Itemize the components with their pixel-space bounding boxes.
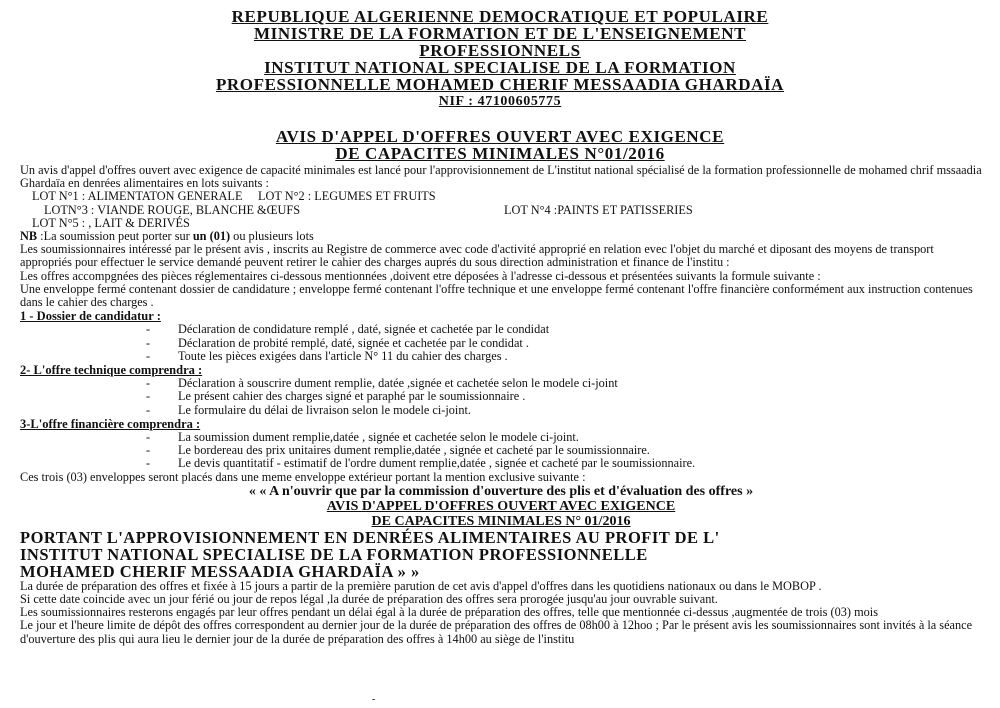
header-republic: REPUBLIQUE ALGERIENNE DEMOCRATIQUE ET POPULAIRE — [231, 7, 769, 26]
section1-list — [20, 323, 982, 363]
paragraph-outer-envelope: Ces trois (03) enveloppes seront placés dans une meme enveloppe extérieur portant la mention exclusive suivante : — [20, 469, 586, 484]
list-item: - La soumission dument remplie,datée , signée et cachetée selon le modele ci-joint. — [146, 430, 579, 445]
header-nif: NIF : 47100605775 — [438, 94, 562, 109]
lot-2: LOT N°2 : LEGUMES ET FRUITS — [258, 189, 436, 204]
page-mark: - — [372, 694, 376, 705]
notice-title — [20, 128, 980, 162]
header-institute-cont: PROFESSIONNELLE MOHAMED CHERIF MESSAADIA GHARDAÏA — [215, 75, 785, 94]
closing-deadline: Le jour et l'heure limite de dépôt des offres correspondent au dernier jour de la durée de préparation des offres de 08h00 à 12hoo ; Par le présent avis les soumissionnaires sont invités à la séance d'ouverture des plis qui aura lieu le dernier jour de la durée de préparation des offres à 14h00 au siège de l'institu — [20, 618, 973, 646]
section3-title: 3-L'offre financière comprendra : — [20, 416, 201, 431]
envelope-mention — [20, 484, 982, 529]
closing-duration: La durée de préparation des offres et fixée à 15 jours a partir de la première parution de cet avis d'appel d'offres dans les quotidiens nationaux ou dans le MOBOP . — [20, 578, 822, 593]
section2-title: 2- L'offre technique comprendra : — [20, 363, 203, 378]
portant-block — [20, 529, 982, 580]
mention-line3: DE CAPACITES MINIMALES N° 01/2016 — [371, 513, 631, 529]
section3-list — [20, 431, 982, 471]
nb-text-a: :La soumission peut porter sur — [37, 229, 193, 244]
list-item: - Le devis quantitatif - estimatif de l'ordre dument remplie,datée , signée et cacheté par le soumissionnaire. — [146, 456, 696, 471]
list-item: - Toute les pièces exigées dans l'article N° 11 du cahier des charges . — [146, 348, 508, 363]
closing-validity: Les soumissionnaires resterons engagés par leur offres pendant un délai égal à la durée de préparation des offres, telle que mentionnée ci-dessus ,augmentée de trois (03) mois — [20, 605, 878, 620]
nb-text-b: ou plusieurs lots — [230, 229, 314, 244]
notice-title-line2: DE CAPACITES MINIMALES N°01/2016 — [335, 144, 665, 163]
portant-line2: INSTITUT NATIONAL SPECIALISE DE LA FORMATION PROFESSIONNELLE — [20, 544, 648, 564]
header-institute: INSTITUT NATIONAL SPECIALISE DE LA FORMATION — [264, 58, 736, 77]
nb-label: NB — [20, 229, 38, 244]
notice-title-line1: AVIS D'APPEL D'OFFRES OUVERT AVEC EXIGENCE — [275, 127, 725, 146]
portant-line3: MOHAMED CHERIF MESSAADIA GHARDAÏA » » — [20, 561, 420, 581]
section1-title: 1 - Dossier de candidatur : — [20, 309, 161, 324]
section2-list — [20, 377, 982, 417]
header-ministry-cont: PROFESSIONNELS — [419, 41, 581, 60]
lot-4: LOT N°4 :PAINTS ET PATISSERIES — [504, 202, 693, 217]
intro-paragraph: Un avis d'appel d'offres ouvert avec exigence de capacité minimales est lancé pour l'approvisionnement de L'institut national spécialisé de la formation professionnelle de mohamed chrif mssaadia Ghardaïa en denrées alimentaires en lots suivants : — [20, 163, 982, 191]
paragraph-envelopes: Une enveloppe fermé contenant dossier de candidature ; enveloppe fermé contenant l'offre technique et une enveloppe fermé contenant l'offre financière conformément aux instruction contenues dans le cahier des charges . — [20, 281, 973, 310]
list-item: - Le formulaire du délai de livraison selon le modele ci-joint. — [146, 402, 471, 417]
list-item: - Déclaration à souscrire dument remplie, datée ,signée et cachetée selon le modele ci-joint — [146, 376, 618, 391]
closing-holiday: Si cette date coincide avec un jour férié ou jour de repos légal ,la durée de préparation des offres sera prorogée jusqu'au jour ouvrable suivant. — [20, 592, 718, 607]
list-item: - Déclaration de condidature remplé , daté, signée et cachetée par le condidat — [146, 322, 550, 337]
lot-1: LOT N°1 : ALIMENTATON GENERALE — [32, 189, 243, 204]
portant-line1: PORTANT L'APPROVISIONNEMENT EN DENRÉES ALIMENTAIRES AU PROFIT DE L' — [20, 527, 720, 547]
paragraph-offers: Les offres accompgnées des pièces réglementaires ci-dessous mentionnées ,doivent etre déposées à l'adresse ci-dessous et présentées suivants la formule suivante : — [20, 268, 821, 283]
notice-body — [20, 164, 982, 646]
lot-3: LOTN°3 : VIANDE ROUGE, BLANCHE &ŒUFS — [44, 202, 301, 217]
nb-bold: un (01) — [192, 229, 231, 244]
list-item: - Le présent cahier des charges signé et paraphé par le soumissionnaire . — [146, 389, 526, 404]
lots-list — [20, 190, 982, 230]
paragraph-eligibility: Les soumissionnaires intéressé par le présent avis , inscrits au Registre de commerce avec code d'activité approprié en relation evec l'objet du marché et diposant des moyens de transport appropriés pour effectuer le service demandé peuvent retirer le cahier des charges auprés du sous direction administration et finance de l'institu : — [20, 242, 934, 270]
list-item: - Le bordereau des prix unitaires dument remplie,datée , signée et cacheté par le soumissionnaire. — [146, 443, 650, 458]
document-header — [20, 8, 980, 110]
lot-5: LOT N°5 : , LAIT & DERIVÉS — [32, 215, 190, 230]
header-ministry: MINISTRE DE LA FORMATION ET DE L'ENSEIGNEMENT — [253, 24, 747, 43]
mention-line2: AVIS D'APPEL D'OFFRES OUVERT AVEC EXIGENCE — [326, 498, 676, 514]
list-item: - Déclaration de probité remplé, daté, signée et cachetée par le condidat . — [146, 335, 529, 350]
mention-line1: « « A n'ouvrir que par la commission d'ouverture des plis et d'évaluation des offres » — [248, 483, 754, 499]
